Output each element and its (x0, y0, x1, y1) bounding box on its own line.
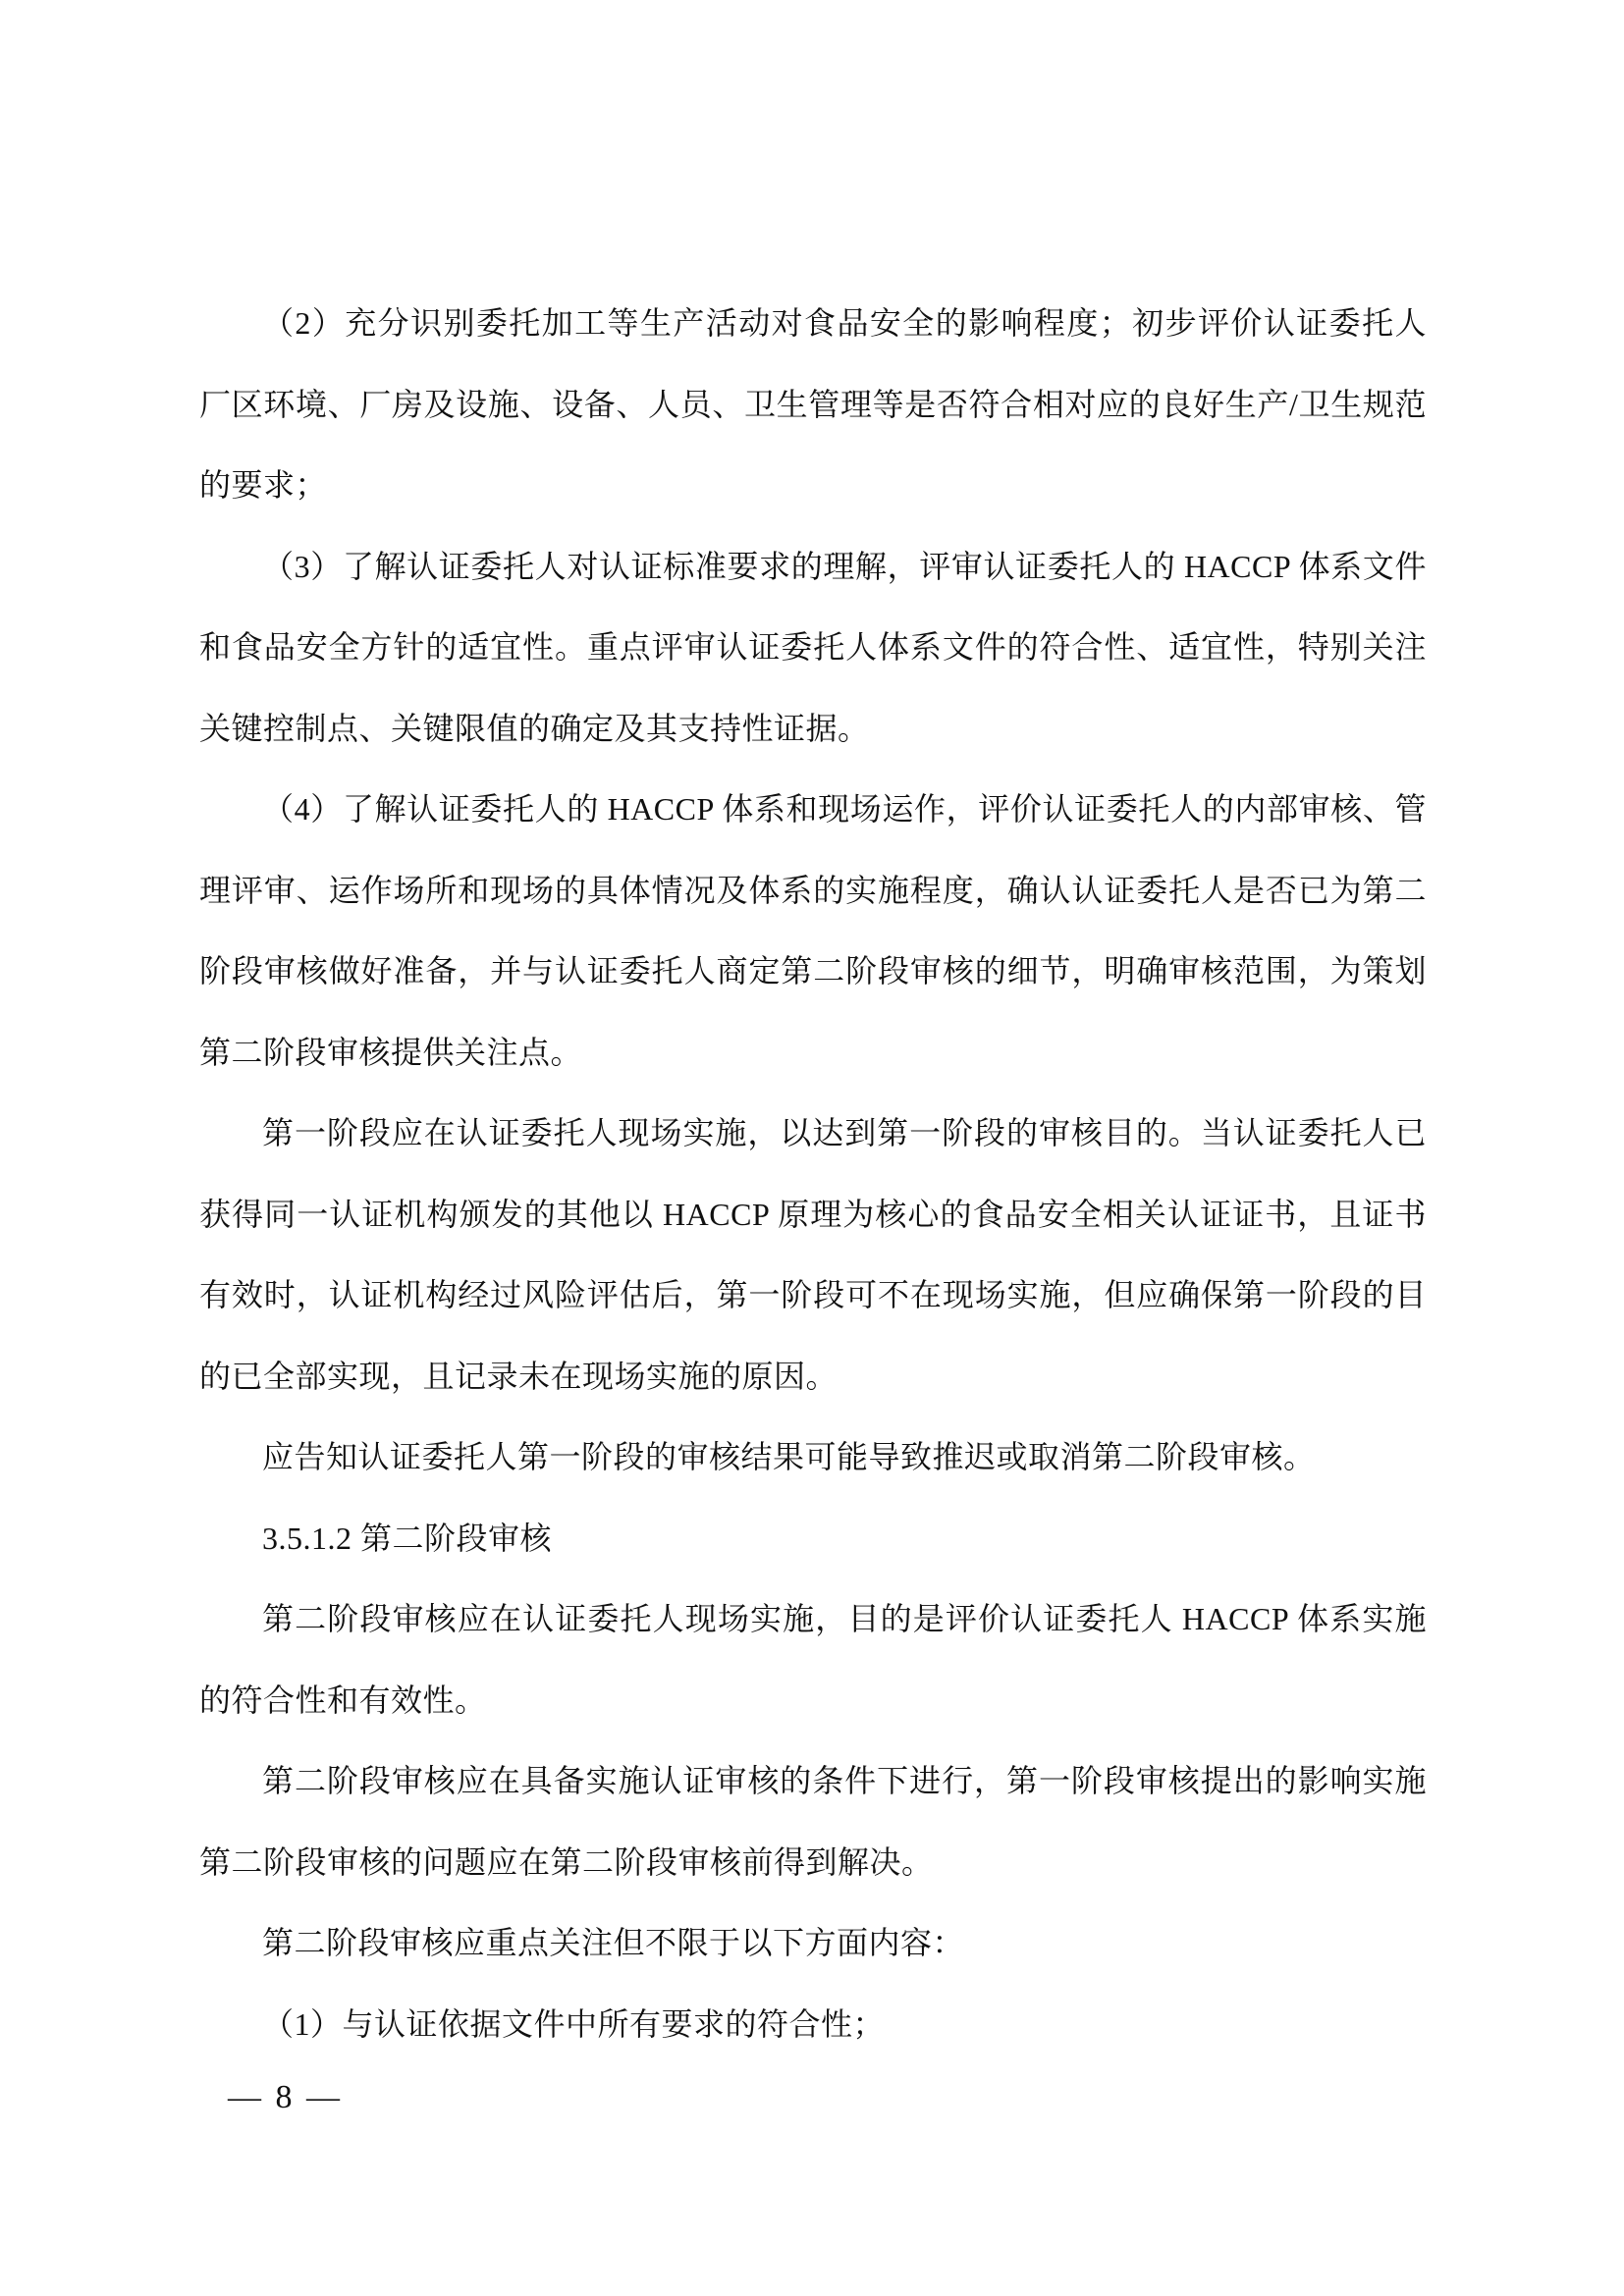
page-number: — 8 — (228, 2079, 343, 2115)
paragraph-stage1-notice: 应告知认证委托人第一阶段的审核结果可能导致推迟或取消第二阶段审核。 (262, 1439, 1316, 1474)
list-item-1-conformity: （1）与认证依据文件中所有要求的符合性； (262, 2005, 886, 2042)
paragraph-item-3: （3）了解认证委托人对认证标准要求的理解，评审认证委托人的 HACCP 体系文件和食品安全方针的适宜性。重点评审认证委托人体系文件的符合性、适宜性，特别关注关键控制点、关键限值的确定及其支持性证据。 (199, 548, 1427, 746)
paragraph-stage2-conditions: 第二阶段审核应在具备实施认证审核的条件下进行，第一阶段审核提出的影响实施第二阶段审核的问题应在第二阶段审核前得到解决。 (199, 1763, 1427, 1880)
document-body (199, 283, 1427, 2064)
paragraph-item-4: （4）了解认证委托人的 HACCP 体系和现场运作，评价认证委托人的内部审核、管理评审、运作场所和现场的具体情况及体系的实施程度，确认认证委托人是否已为第二阶段审核做好准备，并与认证委托人商定第二阶段审核的细节，明确审核范围，为策划第二阶段审核提供关注点。 (199, 791, 1427, 1070)
paragraph-stage2-purpose: 第二阶段审核应在认证委托人现场实施，目的是评价认证委托人 HACCP 体系实施的符合性和有效性。 (199, 1601, 1427, 1718)
section-heading-3-5-1-2: 3.5.1.2 第二阶段审核 (262, 1520, 553, 1556)
paragraph-item-2: （2）充分识别委托加工等生产活动对食品安全的影响程度；初步评价认证委托人厂区环境、厂房及设施、设备、人员、卫生管理等是否符合相对应的良好生产/卫生规范的要求； (199, 305, 1427, 503)
paragraph-stage1-onsite: 第一阶段应在认证委托人现场实施，以达到第一阶段的审核目的。当认证委托人已获得同一认证机构颁发的其他以 HACCP 原理为核心的食品安全相关认证证书，且证书有效时，认证机构经过风险评估后，第一阶段可不在现场实施，但应确保第一阶段的目的已全部实现，且记录未在现场实施的原因。 (199, 1115, 1427, 1394)
paragraph-stage2-focus: 第二阶段审核应重点关注但不限于以下方面内容： (262, 1925, 965, 1960)
